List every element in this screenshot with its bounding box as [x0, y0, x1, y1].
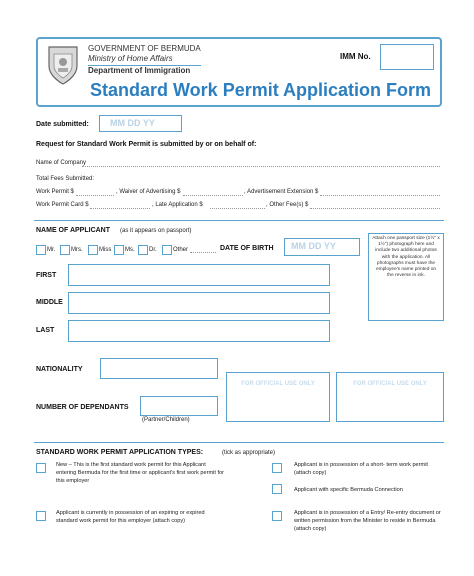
dependants-label: NUMBER OF DEPENDANTS [36, 404, 129, 411]
fee-extension-label: , Advertisement Extension $ [244, 189, 319, 195]
type-entry-document-checkbox[interactable] [272, 511, 282, 521]
nationality-label: NATIONALITY [36, 366, 83, 373]
type-new-checkbox[interactable] [36, 463, 46, 473]
fee-permit-card-label: Work Permit Card $ [36, 202, 89, 208]
types-heading-note: (tick as appropriate) [222, 450, 276, 456]
official-use-label-1: FOR OFFICIAL USE ONLY [241, 381, 315, 387]
fee-other-field[interactable] [310, 208, 440, 209]
last-name-field[interactable] [68, 320, 330, 342]
types-divider [34, 442, 444, 443]
imm-no-field[interactable] [380, 44, 434, 70]
official-use-box-1 [226, 372, 330, 422]
type-short-term-label: Applicant is in possession of a short- term work permit (attach copy) [294, 462, 428, 476]
first-name-label: FIRST [36, 272, 57, 279]
title-other-label: Other [173, 247, 189, 253]
company-field[interactable] [82, 166, 440, 167]
photo-instructions: Attach one passport size (1½" x 1½") photograph here and include two additional photos with the application. All photographs must have the employee's name printed on the reverse in ink. [372, 236, 440, 279]
fees-heading: Total Fees Submitted: [36, 176, 95, 182]
title-other-checkbox[interactable] [162, 245, 172, 255]
type-entry-document-label: Applicant is in possession of a Entry/ Re-entry document or written permission from the Minister to reside in Bermuda (attach copy) [294, 510, 441, 532]
request-heading: Request for Standard Work Permit is submitted by or on behalf of: [36, 141, 257, 148]
government-label: GOVERNMENT OF BERMUDA [88, 44, 201, 53]
bermuda-seal-icon [46, 44, 80, 86]
imm-no-label: IMM No. [340, 52, 371, 61]
fee-work-permit-field[interactable] [76, 195, 114, 196]
title-mr-label: Mr. [47, 247, 56, 253]
middle-name-field[interactable] [68, 292, 330, 314]
form-title: Standard Work Permit Application Form [90, 80, 432, 100]
section-divider [34, 220, 444, 221]
fee-waiver-label: , Waiver of Advertising $ [116, 189, 181, 195]
type-new-label: New – This is the first standard work permit for this Applicant entering Bermuda for the first time or applicant's first work permit for this employer [56, 462, 225, 484]
title-mrs-checkbox[interactable] [60, 245, 70, 255]
title-miss-checkbox[interactable] [88, 245, 98, 255]
type-short-term-checkbox[interactable] [272, 463, 282, 473]
company-label: Name of Company [36, 160, 87, 166]
title-ms-checkbox[interactable] [114, 245, 124, 255]
date-submitted-field[interactable] [99, 115, 182, 132]
department-label: Department of Immigration [88, 65, 201, 76]
middle-name-label: MIDDLE [36, 299, 63, 306]
applicant-name-note: (as it appears on passport) [120, 228, 192, 234]
last-name-label: LAST [36, 327, 55, 334]
title-other-field[interactable] [190, 252, 216, 253]
fee-other-label: , Other Fee(s) $ [266, 202, 309, 208]
title-dr-checkbox[interactable] [138, 245, 148, 255]
type-bermuda-connection-checkbox[interactable] [272, 484, 282, 494]
applicant-name-label: NAME OF APPLICANT [36, 227, 111, 234]
fee-extension-field[interactable] [320, 195, 440, 196]
government-name [88, 44, 201, 76]
first-name-field[interactable] [68, 264, 330, 286]
fee-waiver-field[interactable] [183, 195, 243, 196]
dependants-note: (Partner/Children) [142, 417, 190, 423]
types-heading: STANDARD WORK PERMIT APPLICATION TYPES: [36, 449, 204, 456]
official-use-box-2 [336, 372, 444, 422]
title-miss-label: Miss [99, 247, 112, 253]
fee-permit-card-field[interactable] [90, 208, 150, 209]
fee-work-permit-label: Work Permit $ [36, 189, 74, 195]
type-bermuda-connection-label: Applicant with specific Bermuda Connection [294, 487, 403, 493]
fee-late-label: , Late Application $ [152, 202, 203, 208]
official-use-label-2: FOR OFFICIAL USE ONLY [353, 381, 427, 387]
date-submitted-placeholder: MM DD YY [110, 118, 155, 128]
dob-label: DATE OF BIRTH [220, 245, 274, 252]
type-expiring-label: Applicant is currently in possession of an expiring or expired standard work permit for this employer (attach copy) [56, 510, 205, 524]
title-mrs-label: Mrs. [71, 247, 83, 253]
dependants-field[interactable] [140, 396, 218, 416]
photo-box[interactable] [368, 233, 444, 321]
title-dr-label: Dr. [149, 247, 157, 253]
nationality-field[interactable] [100, 358, 218, 379]
dob-field[interactable] [284, 238, 360, 256]
title-ms-label: Ms. [125, 247, 135, 253]
date-submitted-label: Date submitted: [36, 121, 89, 128]
dob-placeholder: MM DD YY [291, 241, 336, 251]
type-expiring-checkbox[interactable] [36, 511, 46, 521]
ministry-label: Ministry of Home Affairs [88, 54, 173, 63]
fee-late-field[interactable] [210, 208, 265, 209]
title-mr-checkbox[interactable] [36, 245, 46, 255]
